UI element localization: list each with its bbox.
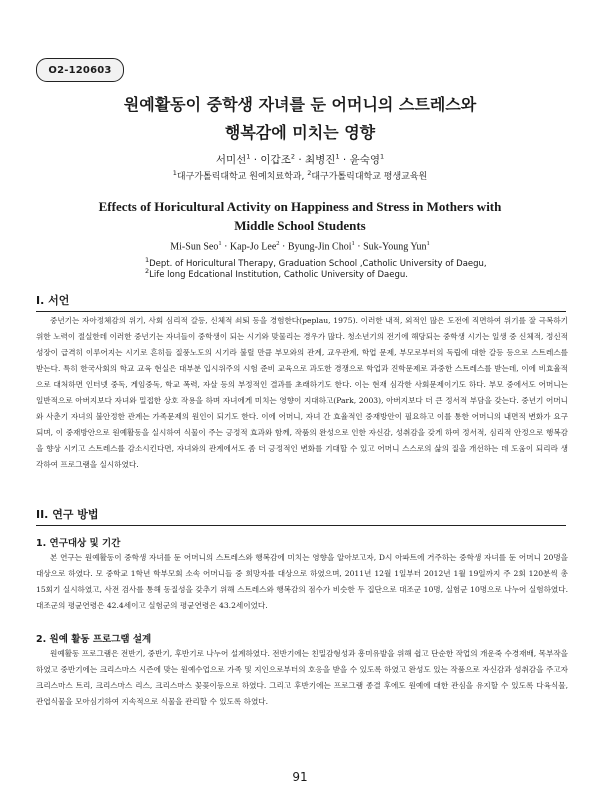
section-heading-methods: II. 연구 방법 bbox=[36, 506, 566, 526]
page-number: 91 bbox=[292, 770, 308, 784]
author-en-2: Kap-Jo Lee bbox=[229, 241, 277, 253]
korean-title-line1: 원예활동이 중학생 자녀를 둔 어머니의 스트레스와 bbox=[123, 95, 477, 114]
author-en-4: Suk-Young Yun bbox=[363, 241, 427, 253]
affil-en-1-sup: 1 bbox=[145, 256, 150, 264]
affil-en-2: Life long Edcational Institution, Catholic University of Daegu. bbox=[149, 269, 408, 280]
author-ko-3-sup: 1 bbox=[335, 152, 340, 161]
author-en-3-sup: 1 bbox=[351, 240, 355, 247]
author-ko-1-sup: 1 bbox=[246, 152, 251, 161]
author-en-2-sup: 2 bbox=[276, 240, 280, 247]
english-title-line2: Middle School Students bbox=[234, 218, 366, 233]
author-ko-4-sup: 1 bbox=[380, 152, 385, 161]
author-ko-3: 최병진 bbox=[305, 154, 336, 166]
korean-affiliations bbox=[0, 169, 600, 182]
document-id-badge: O2-120603 bbox=[36, 58, 124, 82]
affil-ko-2: 대구가톨릭대학교 평생교육원 bbox=[311, 172, 428, 182]
affil-ko-2-sup: 2 bbox=[307, 169, 312, 177]
english-authors: Mi-Sun Seo$^1$ · Kap-Jo Lee$^2$ · Byung-Jin Choi$^1$ · Suk-Young Yun$^1$ bbox=[170, 240, 430, 253]
subsection-heading-subjects: 1. 연구대상 및 기간 bbox=[36, 538, 121, 549]
subjects-paragraph: 본 연구는 원예활동이 중학생 자녀를 둔 어머니의 스트레스와 행복감에 미치는 영향을 알아보고자, D시 아파트에 거주하는 중학생 자녀를 둔 어머니 20명을 대상으로 하였다. 모 중학교 1학년 학부모회 소속 어머니들 중 희망자를 대상으로 하였으며, 2011년 12월 1일부터 2012년 1월 19일까지 주 2회 120분씩 총 15회기 실시하였고, 사전 검사를 통해 동질성을 갖추기 위해 스트레스와 행복감의 점수가 비슷한 두 집단으로 대조군 10명, 실험군 10명으로 나누어 실험하였다. 대조군의 평균연령은 42.4세이고 실험군의 평균연령은 43.2세이었다. bbox=[36, 553, 568, 610]
affil-en-1: Dept. of Horicultural Therapy, Graduation School ,Catholic University of Daegu, bbox=[149, 258, 487, 269]
subsection-heading-program: 2. 원예 활동 프로그램 설계 bbox=[36, 634, 152, 645]
affil-ko-1-sup: 1 bbox=[172, 169, 177, 177]
author-ko-1: 서미선 bbox=[215, 154, 247, 166]
author-en-1-sup: 1 bbox=[218, 240, 222, 247]
affil-ko-1: 대구가톨릭대학교 원예치료학과, bbox=[176, 172, 305, 182]
author-ko-4: 윤숙영 bbox=[349, 154, 381, 166]
english-affiliation-2 bbox=[145, 266, 505, 281]
korean-title-line2: 행복감에 미치는 영향 bbox=[224, 123, 376, 142]
author-ko-2-sup: 2 bbox=[290, 152, 295, 161]
affil-en-2-sup: 2 bbox=[145, 267, 150, 275]
english-title-line1: Effects of Horicultural Activity on Happiness and Stress in Mothers with bbox=[98, 199, 502, 214]
author-en-4-sup: 1 bbox=[426, 240, 430, 247]
section-heading-introduction: I. 서언 bbox=[36, 292, 566, 312]
program-paragraph: 원예활동 프로그램은 전반기, 중반기, 후반기로 나누어 설계하였다. 전반기에는 친밀감형성과 흥미유발을 위해 쉽고 단순한 작업의 개운죽 수경재배, 목부작을 하였고 중반기에는 크리스마스 시즌에 맞는 원예수업으로 가족 및 지인으로부터의 호응을 받을 수 있도록 하였고 완성도 있는 작품으로 자신감과 성취감을 주고자 크리스마스 트리, 크리스마스 리스, 크리스마스 꽃꽂이등으로 하였다. 그리고 후반기에는 프로그램 종결 후에도 원예에 대한 관심을 유지할 수 있도록 다육식물, 관엽식물을 모아심기하여 지속적으로 식물을 관리할 수 있도록 하였다. bbox=[36, 649, 568, 706]
korean-authors: 서미선$^1$ · 이갑조$^2$ · 최병진$^1$ · 윤숙영$^1$ bbox=[215, 152, 385, 166]
author-en-1: Mi-Sun Seo bbox=[170, 241, 219, 253]
introduction-paragraph: 중년기는 자아정체감의 위기, 사회 심리적 갈등, 신체적 쇠퇴 등을 경험한다(peplau, 1975). 이러한 내적, 외적인 많은 도전에 직면하여 위기를 잘 극복하기 위한 노력이 절실한데 이러한 중년기는 자녀들이 중학생이 되는 시기와 맞물리는 경우가 많다. 청소년기의 전기에 해당되는 중학생 시기는 일생 중 신체적, 정신적 성장이 급격히 이루어지는 시기로 흔히들 질풍노도의 시기라 불릴 만큼 부모와의 관계, 교우관계, 학업 문제, 부모로부터의 독립에 대한 갈등 등으로 스트레스를 받는다. 특히 한국사회의 학교 교육 현실은 대부분 입시위주의 시험 준비 교육으로 과도한 경쟁으로 학업과 진학문제로 과중한 스트레스를 받는데, 이에 비효율적으로 대처하면 인터넷 중독, 게임중독, 학교 폭력, 자살 등의 부정적인 결과를 초래하기도 한다. 이는 현재 심각한 사회문제이기도 하다. 부모 중에서도 어머니는 일반적으로 아버지보다 자녀와 밀접한 상호 작용을 하며 자녀에게 미치는 영향이 지대하고(Park, 2003), 아버지보다 더 큰 정서적 부담을 갖는다. 중년기 어머니와 사춘기 자녀의 불안정한 관계는 가족문제의 원인이 되기도 한다. 이에 어머니, 자녀 간 효율적인 중재방안이 필요하고 이를 통한 어머니의 내면적 변화가 요구되며, 이 중재방안으로 원예활동을 실시하여 식물이 주는 긍정적 효과와 함께, 작품의 완성으로 인한 자신감, 성취감을 갖게 하여 정서적, 심리적 안정으로 행복감을 향상 시키고 스트레스를 감소시킨다면, 자녀와의 관계에서도 좀 더 긍정적인 변화를 기대할 수 있고 어머니 스스로의 삶의 질을 개선하는 데 도움이 되리라 생각하여 프로그램을 실시하였다. bbox=[36, 316, 568, 469]
author-ko-2: 이갑조 bbox=[260, 154, 291, 166]
author-en-3: Byung-Jin Choi bbox=[287, 241, 352, 253]
